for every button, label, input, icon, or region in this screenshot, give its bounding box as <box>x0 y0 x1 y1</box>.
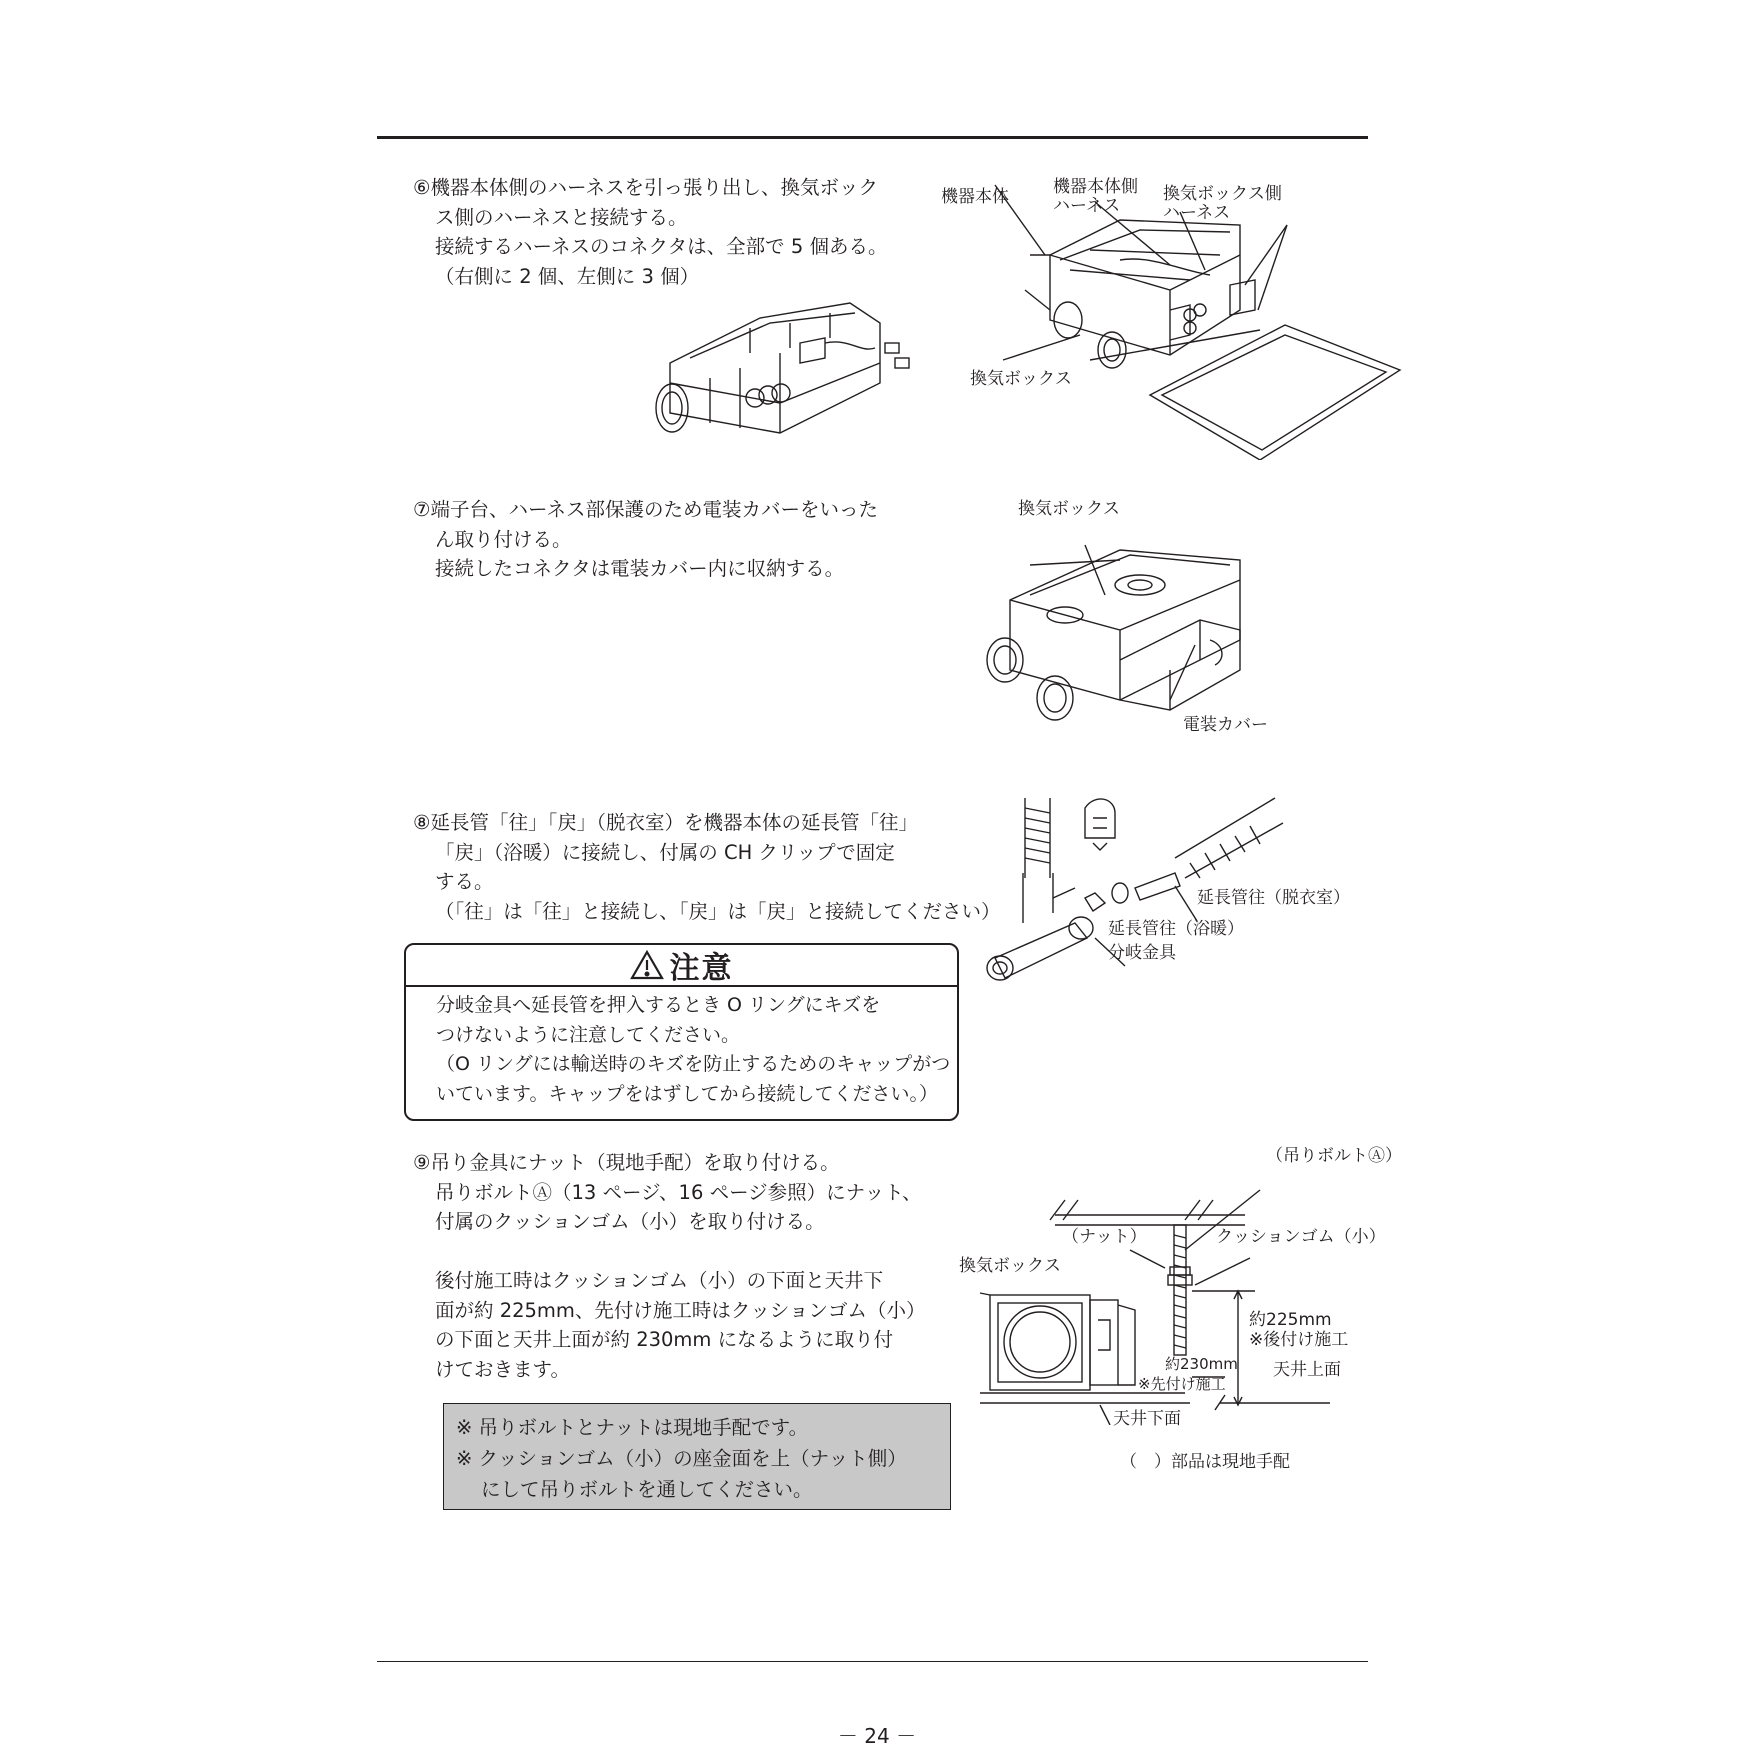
step-6-line: 接続するハーネスのコネクタは、全部で 5 個ある。 <box>435 235 888 258</box>
step-8-line: する。 <box>435 870 494 893</box>
label-box-harness-line: 換気ボックス側 <box>1163 184 1282 204</box>
note-line: ※ クッションゴム（小）の座金面を上（ナット側） <box>456 1447 907 1470</box>
label-electrical-cover: 電装カバー <box>1183 715 1268 735</box>
label-cushion-rubber: クッションゴム（小） <box>1216 1227 1386 1247</box>
step-8-line: 「戻」（浴暖）に接続し、付属の CH クリップで固定 <box>435 840 895 864</box>
caution-box <box>404 943 959 1121</box>
label-ventilation-box: 換気ボックス <box>1018 499 1120 519</box>
step-8-text <box>413 808 1001 926</box>
label-suspension-bolt: （吊りボルトⒶ） <box>1266 1146 1402 1166</box>
label-ventilation-box: 換気ボックス <box>959 1256 1061 1276</box>
caution-line: いています。キャップをはずしてから接続してください。） <box>436 1082 938 1105</box>
step-6-text <box>413 173 887 291</box>
label-nut: （ナット） <box>1062 1227 1147 1247</box>
footer-rule <box>377 1661 1368 1662</box>
label-pipe-bath: 延長管往（浴暖） <box>1108 919 1244 939</box>
note-line: にして吊りボルトを通してください。 <box>481 1478 813 1501</box>
step-9-line: 後付施工時はクッションゴム（小）の下面と天井下 <box>435 1269 884 1292</box>
note-box <box>443 1403 951 1510</box>
label-ceiling-bottom: 天井下面 <box>1113 1409 1181 1429</box>
step-9-line: ⑨吊り金具にナット（現地手配）を取り付ける。 <box>413 1151 840 1174</box>
label-ceiling-top: 天井上面 <box>1273 1360 1341 1380</box>
label-unit-harness-line: 機器本体側 <box>1053 177 1138 197</box>
header-rule <box>377 136 1368 139</box>
page-number: － 24 － <box>837 1724 917 1748</box>
step-9-line: の下面と天井上面が約 230mm になるように取り付 <box>435 1328 894 1351</box>
label-unit-harness <box>1053 178 1138 216</box>
caution-body <box>406 987 957 1109</box>
note-line: ※ 吊りボルトとナットは現地手配です。 <box>456 1416 809 1439</box>
step-6-line: （右側に 2 個、左側に 3 個） <box>435 264 700 288</box>
label-230mm: 約230mm <box>1165 1355 1238 1373</box>
warning-triangle-icon <box>630 950 664 980</box>
label-branch-fitting: 分岐金具 <box>1108 943 1176 963</box>
step-6-line: ⑥機器本体側のハーネスを引っ張り出し、換気ボック <box>413 176 879 199</box>
label-ventilation-box: 換気ボックス <box>970 369 1072 389</box>
step-9-line: けておきます。 <box>435 1357 570 1381</box>
step-8-line: （「往」は「往」と接続し、「戻」は「戻」と接続してください） <box>435 899 1001 923</box>
caution-line: 分岐金具へ延長管を押入するとき O リングにキズを <box>436 994 881 1016</box>
label-unit: 機器本体 <box>941 187 1009 207</box>
step-7-line: 接続したコネクタは電装カバー内に収納する。 <box>435 557 845 580</box>
step-6-line: ス側のハーネスと接続する。 <box>435 205 688 229</box>
step-9-text <box>413 1148 926 1384</box>
figure-harness-connection <box>650 283 930 453</box>
caution-header <box>406 945 957 987</box>
step-7-text <box>413 495 878 584</box>
caution-line: つけないように注意してください。 <box>436 1023 741 1046</box>
label-225mm: 約225mm <box>1249 1310 1332 1330</box>
caution-title: 注意 <box>669 951 734 986</box>
figure-caption: （ ）部品は現地手配 <box>1120 1452 1290 1472</box>
step-8-line: ⑧延長管「往」「戻」（脱衣室）を機器本体の延長管「往」 <box>413 811 918 834</box>
label-pipe-dressing-room: 延長管往（脱衣室） <box>1197 888 1350 908</box>
step-7-line: ん取り付ける。 <box>435 527 572 551</box>
step-9-line: 吊りボルトⒶ（13 ページ、16 ページ参照）にナット、 <box>435 1180 922 1204</box>
label-225mm-note: ※後付け施工 <box>1249 1330 1349 1350</box>
label-box-harness <box>1163 185 1282 223</box>
step-9-line: 付属のクッションゴム（小）を取り付ける。 <box>435 1210 825 1233</box>
label-unit-harness-line: ハーネス <box>1053 196 1121 216</box>
caution-line: （O リングには輸送時のキズを防止するためのキャップがつ <box>436 1053 951 1075</box>
step-7-line: ⑦端子台、ハーネス部保護のため電装カバーをいった <box>413 498 879 521</box>
step-9-line: 面が約 225mm、先付け施工時はクッションゴム（小） <box>435 1298 926 1322</box>
label-230mm-note: ※先付け施工 <box>1138 1375 1226 1393</box>
label-box-harness-line: ハーネス <box>1163 203 1231 223</box>
